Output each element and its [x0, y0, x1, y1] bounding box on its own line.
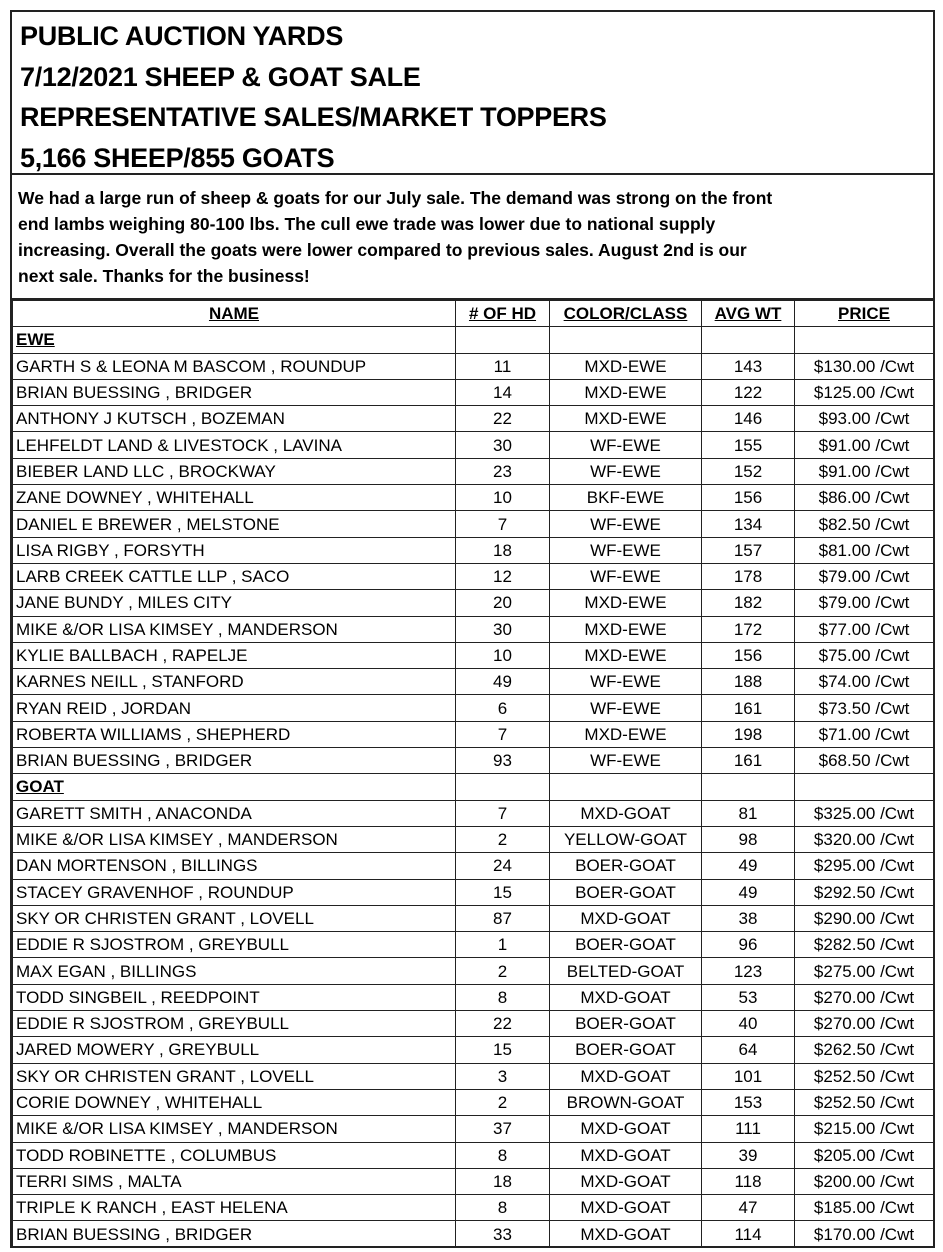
- table-row: [13, 1011, 934, 1037]
- table-row: [13, 590, 934, 616]
- cell-price: $292.50 /Cwt: [795, 879, 934, 905]
- cell-head-count: 7: [456, 800, 550, 826]
- table-row: [13, 669, 934, 695]
- cell-head-count: 87: [456, 905, 550, 931]
- table-row: [13, 1142, 934, 1168]
- table-body: [13, 327, 934, 1247]
- cell-color-class: WF-EWE: [550, 432, 702, 458]
- cell-price: $82.50 /Cwt: [795, 511, 934, 537]
- cell-avg-weight: 156: [702, 642, 795, 668]
- cell-name: MIKE &/OR LISA KIMSEY , MANDERSON: [13, 826, 456, 852]
- cell-price: $282.50 /Cwt: [795, 932, 934, 958]
- cell-avg-weight: 143: [702, 353, 795, 379]
- cell-head-count: 15: [456, 879, 550, 905]
- column-header-weight: AVG WT: [702, 301, 795, 327]
- cell-color-class: MXD-GOAT: [550, 1221, 702, 1247]
- cell-name: TODD ROBINETTE , COLUMBUS: [13, 1142, 456, 1168]
- table-row: [13, 800, 934, 826]
- table-row: [13, 748, 934, 774]
- cell-color-class: MXD-GOAT: [550, 1142, 702, 1168]
- cell-color-class: WF-EWE: [550, 695, 702, 721]
- cell-price: $79.00 /Cwt: [795, 563, 934, 589]
- table-row: [13, 1221, 934, 1247]
- header-sale-date: 7/12/2021 SHEEP & GOAT SALE: [20, 61, 421, 92]
- cell-price: $71.00 /Cwt: [795, 721, 934, 747]
- cell-head-count: 7: [456, 511, 550, 537]
- table-row: [13, 1089, 934, 1115]
- cell-avg-weight: 188: [702, 669, 795, 695]
- cell-head-count: 2: [456, 1089, 550, 1115]
- cell-avg-weight: 122: [702, 379, 795, 405]
- cell-avg-weight: 47: [702, 1195, 795, 1221]
- report-header: [12, 12, 933, 175]
- cell-avg-weight: 49: [702, 853, 795, 879]
- summary-text: We had a large run of sheep & goats for our July sale. The demand was strong on the front end lambs weighing 80-100 lbs. The cull ewe trade was lower due to national supply increasing. Overall the goats were lower compared to previous sales. August 2nd is our next sale. Thanks for the business!: [18, 188, 773, 286]
- column-header-price: PRICE: [795, 301, 934, 327]
- cell-name: TERRI SIMS , MALTA: [13, 1168, 456, 1194]
- cell-price: $79.00 /Cwt: [795, 590, 934, 616]
- section-title: GOAT: [13, 774, 456, 800]
- cell-color-class: MXD-EWE: [550, 616, 702, 642]
- cell-avg-weight: 101: [702, 1063, 795, 1089]
- cell-name: JARED MOWERY , GREYBULL: [13, 1037, 456, 1063]
- cell-price: $270.00 /Cwt: [795, 1011, 934, 1037]
- cell-avg-weight: 152: [702, 458, 795, 484]
- empty-cell: [795, 774, 934, 800]
- cell-price: $295.00 /Cwt: [795, 853, 934, 879]
- header-head-count: 5,166 SHEEP/855 GOATS: [20, 142, 335, 173]
- table-row: [13, 432, 934, 458]
- cell-name: LARB CREEK CATTLE LLP , SACO: [13, 563, 456, 589]
- cell-head-count: 33: [456, 1221, 550, 1247]
- cell-color-class: BKF-EWE: [550, 485, 702, 511]
- cell-name: SKY OR CHRISTEN GRANT , LOVELL: [13, 1063, 456, 1089]
- cell-name: SKY OR CHRISTEN GRANT , LOVELL: [13, 905, 456, 931]
- table-row: [13, 1168, 934, 1194]
- cell-avg-weight: 96: [702, 932, 795, 958]
- cell-color-class: MXD-EWE: [550, 721, 702, 747]
- cell-price: $68.50 /Cwt: [795, 748, 934, 774]
- cell-price: $91.00 /Cwt: [795, 458, 934, 484]
- table-row: [13, 721, 934, 747]
- cell-avg-weight: 40: [702, 1011, 795, 1037]
- column-header-head: # OF HD: [456, 301, 550, 327]
- cell-name: BRIAN BUESSING , BRIDGER: [13, 379, 456, 405]
- cell-price: $320.00 /Cwt: [795, 826, 934, 852]
- column-header-name: NAME: [13, 301, 456, 327]
- cell-avg-weight: 161: [702, 695, 795, 721]
- sale-report: [10, 10, 935, 1248]
- cell-avg-weight: 157: [702, 537, 795, 563]
- cell-color-class: MXD-EWE: [550, 379, 702, 405]
- cell-name: ANTHONY J KUTSCH , BOZEMAN: [13, 406, 456, 432]
- cell-name: BIEBER LAND LLC , BROCKWAY: [13, 458, 456, 484]
- cell-avg-weight: 118: [702, 1168, 795, 1194]
- cell-head-count: 23: [456, 458, 550, 484]
- cell-avg-weight: 155: [702, 432, 795, 458]
- table-row: [13, 537, 934, 563]
- cell-head-count: 49: [456, 669, 550, 695]
- cell-color-class: BELTED-GOAT: [550, 958, 702, 984]
- cell-price: $215.00 /Cwt: [795, 1116, 934, 1142]
- cell-head-count: 30: [456, 616, 550, 642]
- cell-price: $185.00 /Cwt: [795, 1195, 934, 1221]
- empty-cell: [456, 327, 550, 353]
- cell-price: $86.00 /Cwt: [795, 485, 934, 511]
- cell-name: DANIEL E BREWER , MELSTONE: [13, 511, 456, 537]
- table-row: [13, 905, 934, 931]
- cell-color-class: MXD-GOAT: [550, 1063, 702, 1089]
- cell-price: $93.00 /Cwt: [795, 406, 934, 432]
- cell-head-count: 37: [456, 1116, 550, 1142]
- header-title: PUBLIC AUCTION YARDS: [20, 21, 344, 51]
- table-row: [13, 958, 934, 984]
- cell-name: ROBERTA WILLIAMS , SHEPHERD: [13, 721, 456, 747]
- table-row: [13, 485, 934, 511]
- cell-name: GARTH S & LEONA M BASCOM , ROUNDUP: [13, 353, 456, 379]
- cell-price: $75.00 /Cwt: [795, 642, 934, 668]
- cell-name: LISA RIGBY , FORSYTH: [13, 537, 456, 563]
- cell-avg-weight: 114: [702, 1221, 795, 1247]
- cell-name: CORIE DOWNEY , WHITEHALL: [13, 1089, 456, 1115]
- cell-color-class: MXD-GOAT: [550, 1116, 702, 1142]
- cell-color-class: BOER-GOAT: [550, 879, 702, 905]
- cell-head-count: 10: [456, 642, 550, 668]
- cell-color-class: WF-EWE: [550, 563, 702, 589]
- empty-cell: [550, 327, 702, 353]
- cell-color-class: YELLOW-GOAT: [550, 826, 702, 852]
- cell-avg-weight: 146: [702, 406, 795, 432]
- cell-price: $73.50 /Cwt: [795, 695, 934, 721]
- table-row: [13, 853, 934, 879]
- table-header-row: [13, 301, 934, 327]
- cell-color-class: MXD-GOAT: [550, 905, 702, 931]
- cell-color-class: MXD-EWE: [550, 353, 702, 379]
- cell-price: $74.00 /Cwt: [795, 669, 934, 695]
- cell-avg-weight: 39: [702, 1142, 795, 1168]
- cell-price: $200.00 /Cwt: [795, 1168, 934, 1194]
- cell-name: EDDIE R SJOSTROM , GREYBULL: [13, 932, 456, 958]
- cell-head-count: 22: [456, 406, 550, 432]
- cell-head-count: 14: [456, 379, 550, 405]
- table-row: [13, 984, 934, 1010]
- cell-color-class: BROWN-GOAT: [550, 1089, 702, 1115]
- cell-color-class: WF-EWE: [550, 458, 702, 484]
- cell-name: KYLIE BALLBACH , RAPELJE: [13, 642, 456, 668]
- cell-color-class: MXD-GOAT: [550, 984, 702, 1010]
- cell-head-count: 8: [456, 1195, 550, 1221]
- cell-price: $252.50 /Cwt: [795, 1089, 934, 1115]
- table-row: [13, 1195, 934, 1221]
- empty-cell: [702, 774, 795, 800]
- empty-cell: [702, 327, 795, 353]
- cell-head-count: 2: [456, 958, 550, 984]
- cell-color-class: WF-EWE: [550, 748, 702, 774]
- cell-head-count: 12: [456, 563, 550, 589]
- cell-price: $270.00 /Cwt: [795, 984, 934, 1010]
- cell-avg-weight: 198: [702, 721, 795, 747]
- cell-color-class: BOER-GOAT: [550, 932, 702, 958]
- table-row: [13, 1116, 934, 1142]
- cell-head-count: 93: [456, 748, 550, 774]
- cell-price: $325.00 /Cwt: [795, 800, 934, 826]
- cell-head-count: 18: [456, 1168, 550, 1194]
- empty-cell: [456, 774, 550, 800]
- cell-avg-weight: 53: [702, 984, 795, 1010]
- cell-color-class: MXD-EWE: [550, 590, 702, 616]
- cell-name: EDDIE R SJOSTROM , GREYBULL: [13, 1011, 456, 1037]
- table-row: [13, 353, 934, 379]
- section-title: EWE: [13, 327, 456, 353]
- cell-avg-weight: 161: [702, 748, 795, 774]
- cell-avg-weight: 38: [702, 905, 795, 931]
- table-row: [13, 1037, 934, 1063]
- cell-name: JANE BUNDY , MILES CITY: [13, 590, 456, 616]
- cell-name: KARNES NEILL , STANFORD: [13, 669, 456, 695]
- cell-price: $91.00 /Cwt: [795, 432, 934, 458]
- cell-avg-weight: 64: [702, 1037, 795, 1063]
- cell-avg-weight: 81: [702, 800, 795, 826]
- table-row: [13, 826, 934, 852]
- cell-price: $290.00 /Cwt: [795, 905, 934, 931]
- table-row: [13, 695, 934, 721]
- sales-table: [12, 300, 934, 1248]
- cell-head-count: 8: [456, 1142, 550, 1168]
- cell-price: $275.00 /Cwt: [795, 958, 934, 984]
- cell-avg-weight: 134: [702, 511, 795, 537]
- cell-avg-weight: 98: [702, 826, 795, 852]
- cell-head-count: 6: [456, 695, 550, 721]
- table-row: [13, 406, 934, 432]
- cell-color-class: MXD-EWE: [550, 642, 702, 668]
- cell-price: $81.00 /Cwt: [795, 537, 934, 563]
- cell-head-count: 22: [456, 1011, 550, 1037]
- cell-price: $77.00 /Cwt: [795, 616, 934, 642]
- table-row: [13, 458, 934, 484]
- cell-avg-weight: 182: [702, 590, 795, 616]
- cell-head-count: 24: [456, 853, 550, 879]
- table-row: [13, 642, 934, 668]
- cell-head-count: 20: [456, 590, 550, 616]
- cell-avg-weight: 111: [702, 1116, 795, 1142]
- cell-name: GARETT SMITH , ANACONDA: [13, 800, 456, 826]
- cell-color-class: BOER-GOAT: [550, 853, 702, 879]
- table-row: [13, 379, 934, 405]
- cell-avg-weight: 123: [702, 958, 795, 984]
- cell-avg-weight: 156: [702, 485, 795, 511]
- table-row: [13, 511, 934, 537]
- cell-color-class: WF-EWE: [550, 511, 702, 537]
- cell-head-count: 15: [456, 1037, 550, 1063]
- cell-color-class: BOER-GOAT: [550, 1037, 702, 1063]
- cell-name: MIKE &/OR LISA KIMSEY , MANDERSON: [13, 616, 456, 642]
- section-header-row: [13, 327, 934, 353]
- cell-name: DAN MORTENSON , BILLINGS: [13, 853, 456, 879]
- column-header-class: COLOR/CLASS: [550, 301, 702, 327]
- cell-name: RYAN REID , JORDAN: [13, 695, 456, 721]
- cell-head-count: 8: [456, 984, 550, 1010]
- cell-price: $130.00 /Cwt: [795, 353, 934, 379]
- cell-avg-weight: 49: [702, 879, 795, 905]
- cell-avg-weight: 178: [702, 563, 795, 589]
- cell-color-class: WF-EWE: [550, 669, 702, 695]
- empty-cell: [550, 774, 702, 800]
- cell-color-class: MXD-GOAT: [550, 1195, 702, 1221]
- table-row: [13, 616, 934, 642]
- cell-price: $170.00 /Cwt: [795, 1221, 934, 1247]
- cell-head-count: 18: [456, 537, 550, 563]
- cell-name: TODD SINGBEIL , REEDPOINT: [13, 984, 456, 1010]
- cell-head-count: 30: [456, 432, 550, 458]
- cell-head-count: 11: [456, 353, 550, 379]
- cell-head-count: 7: [456, 721, 550, 747]
- cell-color-class: MXD-GOAT: [550, 1168, 702, 1194]
- empty-cell: [795, 327, 934, 353]
- cell-name: TRIPLE K RANCH , EAST HELENA: [13, 1195, 456, 1221]
- cell-name: MAX EGAN , BILLINGS: [13, 958, 456, 984]
- table-row: [13, 879, 934, 905]
- table-row: [13, 932, 934, 958]
- table-row: [13, 563, 934, 589]
- cell-name: LEHFELDT LAND & LIVESTOCK , LAVINA: [13, 432, 456, 458]
- cell-color-class: MXD-EWE: [550, 406, 702, 432]
- cell-head-count: 3: [456, 1063, 550, 1089]
- cell-head-count: 1: [456, 932, 550, 958]
- section-header-row: [13, 774, 934, 800]
- cell-name: STACEY GRAVENHOF , ROUNDUP: [13, 879, 456, 905]
- cell-color-class: BOER-GOAT: [550, 1011, 702, 1037]
- header-subtitle: REPRESENTATIVE SALES/MARKET TOPPERS: [20, 102, 607, 132]
- cell-name: BRIAN BUESSING , BRIDGER: [13, 1221, 456, 1247]
- cell-color-class: WF-EWE: [550, 537, 702, 563]
- cell-price: $125.00 /Cwt: [795, 379, 934, 405]
- cell-price: $262.50 /Cwt: [795, 1037, 934, 1063]
- cell-name: ZANE DOWNEY , WHITEHALL: [13, 485, 456, 511]
- cell-head-count: 2: [456, 826, 550, 852]
- cell-price: $205.00 /Cwt: [795, 1142, 934, 1168]
- cell-color-class: MXD-GOAT: [550, 800, 702, 826]
- cell-name: MIKE &/OR LISA KIMSEY , MANDERSON: [13, 1116, 456, 1142]
- cell-avg-weight: 172: [702, 616, 795, 642]
- cell-head-count: 10: [456, 485, 550, 511]
- sale-summary: [12, 175, 933, 300]
- cell-avg-weight: 153: [702, 1089, 795, 1115]
- table-row: [13, 1063, 934, 1089]
- cell-name: BRIAN BUESSING , BRIDGER: [13, 748, 456, 774]
- cell-price: $252.50 /Cwt: [795, 1063, 934, 1089]
